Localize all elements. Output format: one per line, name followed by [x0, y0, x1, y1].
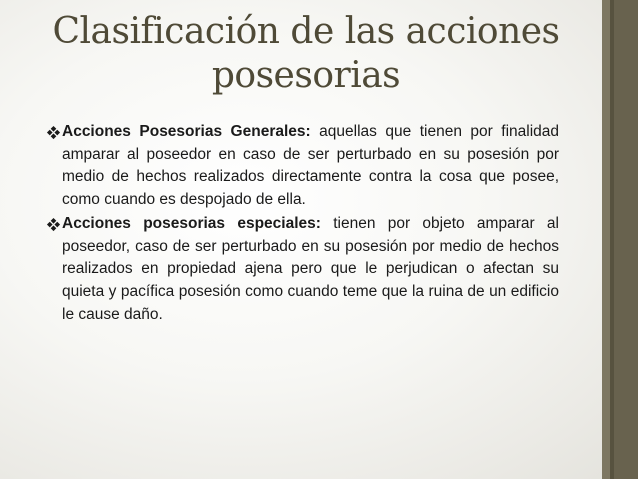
slide-title-line-1: Clasificación de las acciones — [52, 11, 560, 52]
bullet-term: Acciones posesorias especiales: — [62, 214, 321, 232]
diamond-bullet-icon — [46, 217, 61, 232]
side-bar-dark-band — [610, 0, 614, 479]
slide-title — [40, 10, 572, 98]
bullet-text: tienen por objeto amparar al poseedor, caso de ser perturbado en su posesión por medio de hechos realizados en propiedad ajena pero que le perjudican o afectan su quieta y pacífica posesión como cuando teme que la ruina de un edificio le cause daño. — [62, 214, 560, 323]
slide-title-line-2: posesorias — [211, 55, 401, 96]
side-bar-light-band — [602, 0, 610, 479]
bullet-term: Acciones Posesorias Generales: — [62, 123, 311, 140]
diamond-bullet-icon — [46, 125, 61, 140]
bullet-item-especiales — [46, 213, 559, 327]
bullet-text: aquellas que tienen por finalidad amparar al poseedor en caso de ser perturbado en su posesión por medio de hechos realizados directamente contra la cosa que posee, como cuando es despojado de ella. — [62, 123, 560, 209]
decorative-side-bar — [602, 0, 638, 479]
bullet-item-generales — [46, 121, 559, 212]
slide-body — [46, 121, 559, 327]
